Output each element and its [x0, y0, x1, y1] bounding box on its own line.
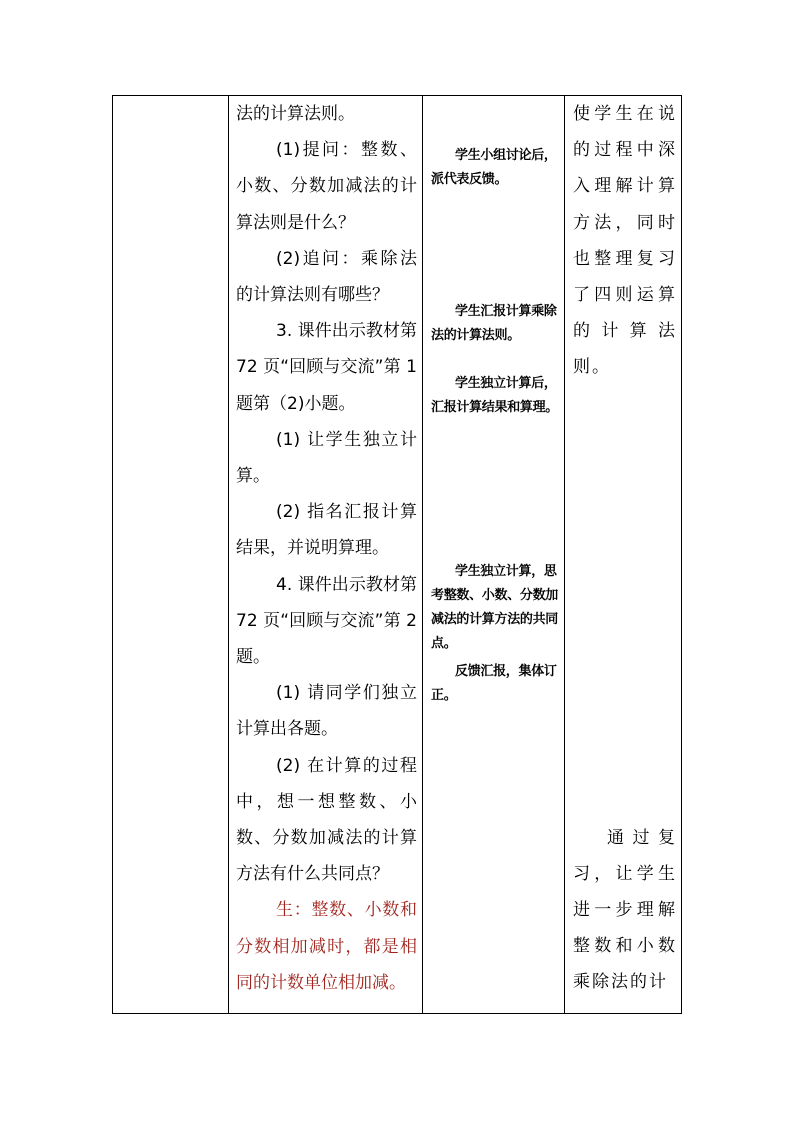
teaching-process-cell — [229, 96, 423, 1014]
student-answer-paragraph — [236, 892, 417, 1001]
table-row — [113, 96, 682, 1014]
question-paragraph: (1)提问：整数、小数、分数加减法的计算法则是什么？ — [236, 140, 417, 233]
task4-step2: (2) 在计算的过程中，想一想整数、小数、分数加减法的计算方法有什么共同点？ — [236, 755, 417, 885]
student-activity-1: 学生小组讨论后，派代表反馈。 — [431, 148, 557, 187]
student-answer-text: 整数、小数和分数相加减时，都是相同的计数单位相加减。 — [236, 900, 418, 993]
followup-paragraph: (2)追问：乘除法的计算法则有哪些？ — [236, 248, 417, 306]
student-activity-cell — [423, 96, 565, 1014]
student-activity-3: 学生独立计算后，汇报计算结果和算理。 — [431, 376, 559, 415]
process-paragraph: 法的计算法则。 — [236, 104, 355, 124]
task4-step1: (1) 请同学们独立计算出各题。 — [236, 683, 417, 740]
design-intent-2: 通过复习，让学生进一步理解整数和小数乘除法的计 — [573, 827, 677, 993]
student-label: 生： — [276, 900, 312, 921]
task3-step1: (1) 让学生独立计算。 — [236, 429, 417, 487]
lesson-plan-table — [112, 95, 682, 1014]
blank-cell — [113, 96, 229, 1014]
student-activity-5: 反馈汇报，集体订正。 — [431, 664, 557, 703]
design-intent-cell — [565, 96, 682, 1014]
task4-paragraph: 4. 课件出示教材第 72 页“回顾与交流”第 2 题。 — [236, 574, 417, 668]
student-activity-4: 学生独立计算，思考整数、小数、分数加减法的计算方法的共同点。 — [431, 564, 559, 651]
design-intent-1: 使学生在说的过程中深入理解计算方法，同时也整理复习了四则运算的计算法则。 — [573, 104, 677, 378]
task3-paragraph: 3. 课件出示教材第 72 页“回顾与交流”第 1 题第（2)小题。 — [236, 321, 417, 414]
task3-step2: (2) 指名汇报计算结果，并说明算理。 — [236, 502, 417, 559]
student-activity-2: 学生汇报计算乘除法的计算法则。 — [431, 304, 557, 343]
